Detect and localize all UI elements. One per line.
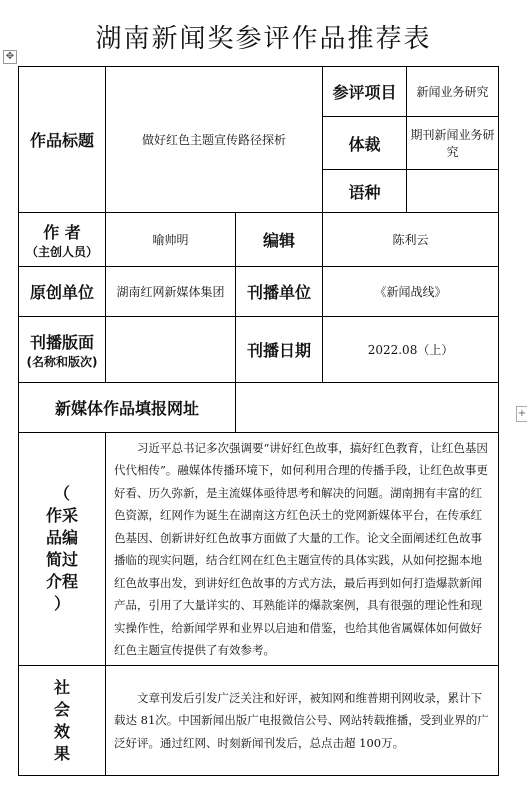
value-author: 喻帅明	[106, 213, 236, 267]
label-effect-char: 效	[53, 721, 70, 741]
label-effect-char: 会	[53, 699, 70, 719]
value-layout	[106, 317, 236, 383]
label-process-line: （	[53, 484, 70, 503]
label-process-line: ）	[53, 594, 70, 613]
label-process-line: 作采	[45, 506, 78, 525]
label-author-main: 作 者	[43, 222, 81, 242]
value-category: 新闻业务研究	[407, 67, 499, 117]
label-effect-char: 果	[53, 743, 70, 763]
value-publish-date: 2022.08（上）	[323, 317, 499, 383]
label-author-sub: （主创人员）	[25, 244, 98, 259]
label-publish-date: 刊播日期	[236, 317, 323, 383]
label-layout-sub: (名称和版次)	[26, 354, 98, 369]
label-web-url: 新媒体作品填报网址	[19, 383, 236, 433]
value-editor: 陈利云	[323, 213, 499, 267]
value-language	[407, 170, 499, 213]
label-process	[19, 433, 106, 666]
table-move-handle-icon[interactable]: ✥	[3, 50, 17, 64]
value-work-title: 做好红色主题宣传路径探析	[106, 67, 323, 213]
label-effect	[19, 666, 106, 776]
label-effect-char: 社	[53, 677, 70, 697]
label-layout	[19, 317, 106, 383]
page-title: 湖南新闻奖参评作品推荐表	[95, 24, 432, 54]
label-process-line: 简过	[45, 550, 78, 569]
label-process-line: 介程	[45, 572, 78, 591]
label-category: 参评项目	[323, 67, 407, 117]
label-author	[19, 213, 106, 267]
value-origin-unit: 湖南红网新媒体集团	[106, 267, 236, 317]
value-process: 习近平总书记多次强调要“讲好红色故事，搞好红色教育，让红色基因代代相传”。融媒体传播环境下，如何利用合理的传播手段，让红色故事更好看、历久弥新，是主流媒体亟待思考和解决的问题。湖南拥有丰富的红色资源，红网作为诞生在湖南这方红色沃土的党网新媒体平台，在传承红色基因、创新讲好红色故事方面做了大量的工作。论文全面阐述红色故事播临的现实问题，结合红网在红色主题宣传的具体实践，从如何挖掘本地红色故事出发，到讲好红色故事的方式方法，最后再到如何打造爆款新闻产品，引用了大量详实的、耳熟能详的爆款案例，具有很强的理论性和现实操作性，给新闻学界和业界以启迪和借鉴，也给其他省属媒体如何做好红色主题宣传提供了有效参考。	[106, 433, 499, 666]
label-language: 语种	[323, 170, 407, 213]
label-genre: 体裁	[323, 117, 407, 170]
label-editor: 编辑	[236, 213, 323, 267]
label-process-line: 品编	[45, 528, 78, 547]
label-publish-unit: 刊播单位	[236, 267, 323, 317]
label-work-title: 作品标题	[19, 67, 106, 213]
recommendation-form-table	[18, 66, 499, 776]
label-origin-unit: 原创单位	[19, 267, 106, 317]
value-web-url	[236, 383, 499, 433]
add-column-icon[interactable]: +	[516, 406, 527, 422]
value-genre: 期刊新闻业务研究	[407, 117, 499, 170]
value-effect: 文章刊发后引发广泛关注和好评，被知网和维普期刊网收录，累计下载达 81次。中国新闻出版广电报微信公号、网站转载推播，受到业界的广泛好评。通过红网、时刻新闻刊发后，总点击超 100万。	[106, 666, 499, 776]
value-publish-unit: 《新闻战线》	[323, 267, 499, 317]
label-layout-main: 刊播版面	[29, 332, 94, 352]
